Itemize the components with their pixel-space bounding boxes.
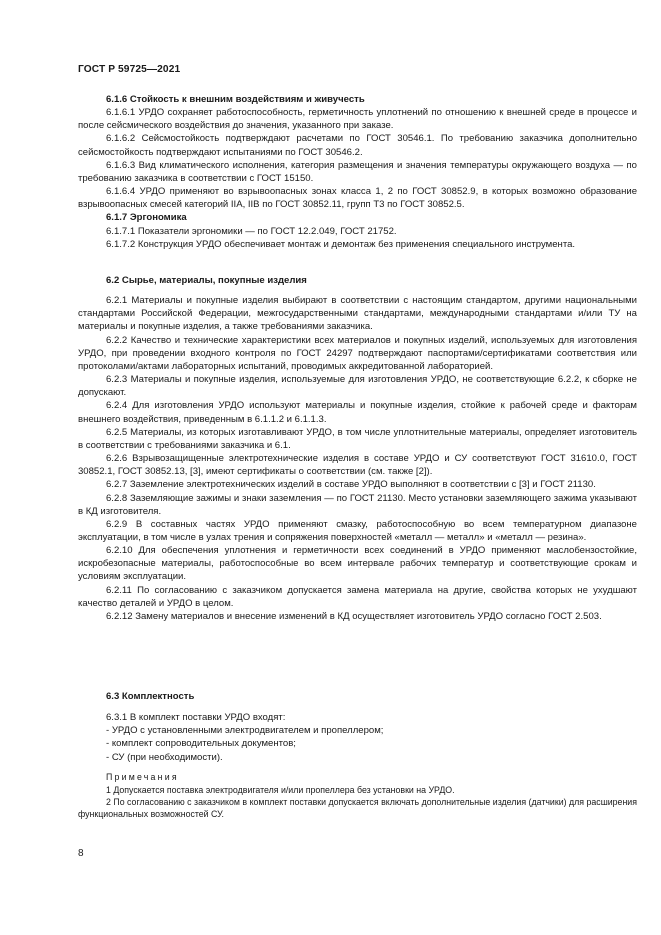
list-intro: 6.3.1 В комплект поставки УРДО входят:	[106, 712, 286, 724]
paragraph: 6.2.6 Взрывозащищенные электротехнические изделия в составе УРДО и СУ соответствуют ГОСТ 31610.0, ГОСТ 30852.1, ГОСТ 30852.13, [3], имеют сертификаты о соответствии (см. также [2]).	[78, 453, 637, 478]
paragraph: 6.2.12 Замену материалов и внесение изменений в КД осуществляет изготовитель УРДО согласно ГОСТ 2.503.	[106, 610, 602, 622]
paragraph: 6.2.11 По согласованию с заказчиком допускается замена материала на другие, свойства которых не ухудшают качество деталей и УРДО в целом.	[78, 584, 637, 609]
section-heading: 6.2 Сырье, материалы, покупные изделия	[106, 275, 307, 286]
page-number: 8	[78, 848, 84, 859]
paragraph: 6.2.4 Для изготовления УРДО используют материалы и покупные изделия, стойкие к рабочей среде и факторам внешнего воздействия, приведенным в 6.1.1.2 и 6.1.1.3.	[78, 400, 637, 425]
paragraph: 6.1.6.4 УРДО применяют во взрывоопасных зонах класса 1, 2 по ГОСТ 30852.9, в которых возможно образование взрывоопасных смесей категорий IIA, IIB по ГОСТ 30852.11, групп Т3 по ГОСТ 30852.5.	[78, 186, 637, 211]
list-item: - УРДО с установленными электродвигателем и пропеллером;	[106, 725, 384, 737]
section-heading: 6.1.7 Эргономика	[106, 212, 187, 224]
list-item: - СУ (при необходимости).	[106, 751, 223, 763]
paragraph: 6.2.1 Материалы и покупные изделия выбирают в соответствии с настоящим стандартом, другими национальными стандартами Российской Федерации, межгосударственными стандартами, международными стандартами и/или ТУ на материалы и покупные изделия, а также требованиями заказчика.	[78, 295, 637, 333]
paragraph: 6.2.7 Заземление электротехнических изделий в составе УРДО выполняют в соответствии с [3] и ГОСТ 21130.	[106, 479, 596, 491]
paragraph: 6.1.7.2 Конструкция УРДО обеспечивает монтаж и демонтаж без применения специального инструмента.	[106, 238, 576, 250]
list-item: - комплект сопроводительных документов;	[106, 738, 296, 750]
section-6-3	[78, 690, 637, 820]
section-6-2	[78, 274, 637, 623]
standard-header: ГОСТ Р 59725—2021	[78, 64, 181, 75]
paragraph: 6.2.2 Качество и технические характеристики всех материалов и покупных изделий, используемых для изготовления УРДО, при проведении входного контроля по ГОСТ 24297 подтверждают паспортами/сертификатами соответствия или протоколами/актами лабораторных испытаний, проводимых аккредитованной лабораторией.	[78, 334, 637, 372]
paragraph: 6.2.3 Материалы и покупные изделия, используемые для изготовления УРДО, не соответствующие 6.2.2, к сборке не допускают.	[78, 374, 637, 399]
paragraph: 6.2.8 Заземляющие зажимы и знаки заземления — по ГОСТ 21130. Место установки заземляющего зажима указывают в КД изготовителя.	[78, 492, 637, 517]
paragraph: 6.1.6.3 Вид климатического исполнения, категория размещения и значения температуры окружающего воздуха — по требованию заказчика в соответствии с ГОСТ 15150.	[78, 159, 637, 184]
paragraph: 6.2.5 Материалы, из которых изготавливают УРДО, в том числе уплотнительные материалы, определяет изготовитель в соответствии с требованиями заказчика и 6.1.	[78, 426, 637, 451]
notes-label: Примечания	[106, 771, 179, 782]
paragraph: 6.1.6.1 УРДО сохраняет работоспособность, герметичность уплотнений по отношению к внешней среде в процессе и после сейсмического воздействия до значения, указанного при заказе.	[78, 107, 637, 132]
note: 2 По согласованию с заказчиком в комплект поставки допускается включать дополнительные изделия (датчики) для расширения функциональных возможностей СУ.	[78, 796, 637, 819]
note: 1 Допускается поставка электродвигателя и/или пропеллера без установки на УРДО.	[106, 784, 455, 795]
section-heading: 6.1.6 Стойкость к внешним воздействиям и живучесть	[106, 94, 365, 105]
paragraph: 6.1.6.2 Сейсмостойкость подтверждают расчетами по ГОСТ 30546.1. По требованию заказчика дополнительно сейсмостойкость подтверждают испытаниями по ГОСТ 30546.2.	[78, 133, 637, 158]
paragraph: 6.2.9 В составных частях УРДО применяют смазку, работоспособную во всем температурном диапазоне эксплуатации, в том числе в узлах трения и сопряжения поверхностей «металл — металл» и «металл — резина».	[78, 518, 637, 543]
section-6-1-6	[78, 93, 637, 251]
section-heading: 6.3 Комплектность	[106, 691, 195, 702]
paragraph: 6.1.7.1 Показатели эргономики — по ГОСТ 12.2.049, ГОСТ 21752.	[106, 225, 397, 237]
paragraph: 6.2.10 Для обеспечения уплотнения и герметичности всех соединений в УРДО применяют маслобензостойкие, искробезопасные материалы, работоспособные во всем интервале рабочих температур и соответствующие срокам и условиям эксплуатации.	[78, 545, 637, 583]
